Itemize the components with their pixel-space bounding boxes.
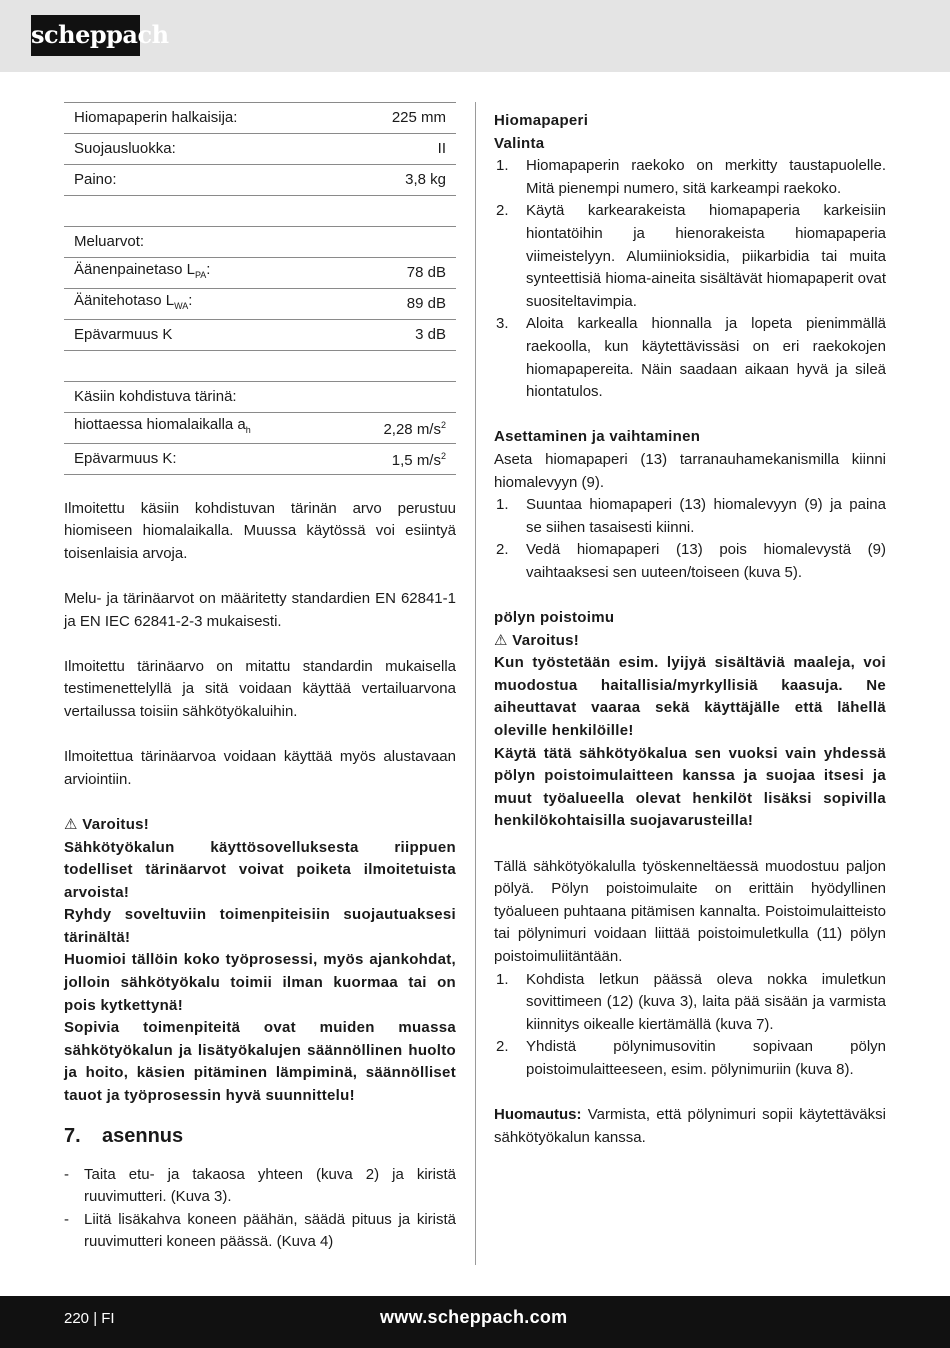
column-divider <box>475 102 476 1265</box>
table-row <box>64 289 456 320</box>
selection-list <box>494 155 886 404</box>
table-row <box>64 413 456 444</box>
website-url: www.scheppach.com <box>380 1307 568 1327</box>
spec-label <box>64 351 340 382</box>
list-item: 2. Käytä karkearakeista hiomapaperia karkeisiin hiontatöihin ja hienorakeista hiomapaperia viimeistelyyn. Alumiinioksidia, piikarbidia tai muita synteettisiä hioma-aineita sisältävät hiomapaperit ovat suositeltavimpia. <box>496 202 886 310</box>
warning-icon: ⚠ <box>64 815 78 833</box>
spec-label: Meluarvot: <box>64 227 340 258</box>
table-row <box>64 258 456 289</box>
brand-logo: scheppach <box>31 15 140 56</box>
spec-value: II <box>340 134 456 165</box>
spec-label: Epävarmuus K: <box>64 444 340 475</box>
spec-value: 3 dB <box>340 320 456 351</box>
paragraph: Ilmoitettu käsiin kohdistuvan tärinän arvo perustuu hiomiseen hiomalaikalla. Muussa käytössä voi esiintyä toisenlaisia arvoja. <box>64 499 456 562</box>
table-row <box>64 196 456 227</box>
list-item: 1. Kohdista letkun päässä oleva nokka imuletkun sovittimeen (12) (kuva 3), laita pää sisään ja varmista kiinnitys oikealle kiertämällä (kuva 7). <box>496 970 886 1033</box>
table-row <box>64 165 456 196</box>
subsection-heading: Asettaminen ja vaihtaminen <box>494 428 701 446</box>
warning-text: Ryhdy soveltuviin toimenpiteisiin suojautuaksesi tärinältä! <box>64 906 456 946</box>
spec-value: 3,8 kg <box>340 165 456 196</box>
paragraph: Tällä sähkötyökalulla työskenneltäessä muodostuu paljon pölyä. Pölyn poistoimulaite on erittäin hyödyllinen työalueen puhtaana pitämisen kannalta. Poistoimulaitteisto tai pölynimuri voidaan liittää poistoimuletkulla (11) pölyn poistoimuliitäntään. <box>494 857 886 965</box>
warning-icon: ⚠ <box>494 631 508 649</box>
spec-label: hiottaessa hiomalaikalla $a_h$ <box>64 413 340 444</box>
spec-label: Käsiin kohdistuva tärinä: <box>64 382 340 413</box>
list-item: 1. Hiomapaperin raekoko on merkitty taustapuolelle. Mitä pienempi numero, sitä karkeampi raekoko. <box>496 157 886 197</box>
list-item: 2. Yhdistä pölynimusovitin sopivaan pölyn poistoimulaitteeseen, esim. pölynimuriin (kuva 8). <box>496 1038 886 1078</box>
list-item: 2. Vedä hiomapaperi (13) pois hiomalevystä (9) vaihtaaksesi sen uuteen/toiseen (kuva 5). <box>496 541 886 581</box>
section-number: 7. <box>64 1124 81 1147</box>
left-column <box>64 102 456 1254</box>
page-number: 220 | FI <box>64 1310 115 1327</box>
spec-value: 89 dB <box>340 289 456 320</box>
header-band <box>0 0 950 72</box>
note-label: Huomautus: <box>494 1106 582 1124</box>
warning-text: Sopivia toimenpiteitä ovat muiden muassa sähkötyökalun ja lisätyökalujen säännöllinen huolto ja hoito, käsien pitäminen lämpiminä, säännölliset tauot ja työprosessin hyvä suunnittelu! <box>64 1019 456 1105</box>
note-paragraph: Huomautus: Varmista, että pölynimuri sopii käytettäväksi sähkötyökalun kanssa. <box>494 1106 886 1146</box>
list-item: 3. Aloita karkealla hionnalla ja lopeta pienimmällä raekoolla, kun käytettävissäsi on eri raekokojen hiomapapereita. Näin saadaan aikaan hyvä ja sileä hiontatulos. <box>496 315 886 401</box>
spec-label: Hiomapaperin halkaisija: <box>64 103 340 134</box>
table-row <box>64 320 456 351</box>
warning-text: Huomioi tällöin koko työprosessi, myös ajankohdat, jolloin sähkötyökalu toimii ilman kuormaa tai on pois kytkettynä! <box>64 951 456 1014</box>
warning-heading: ⚠ Varoitus! <box>64 815 150 833</box>
warning-text: Kun työstetään esim. lyijyä sisältäviä maaleja, voi muodostua haitallisia/myrkyllisiä kaasuja. Ne aiheuttavat vaaraa sekä käyttäjälle että lähellä oleville henkilöille! <box>494 654 886 740</box>
spec-value: 78 dB <box>340 258 456 289</box>
subsection-heading: Hiomapaperi <box>494 112 589 129</box>
spec-value <box>340 196 456 227</box>
table-row <box>64 227 456 258</box>
spec-label: Äänitehotaso $L_{WA}$: <box>64 289 340 320</box>
warning-heading: ⚠ Varoitus! <box>494 631 580 649</box>
table-row <box>64 134 456 165</box>
paragraph: Melu- ja tärinäarvot on määritetty standardien EN 62841-1 ja EN IEC 62841-2-3 mukaisesti. <box>64 589 456 630</box>
footer-band <box>0 1296 950 1348</box>
paragraph: Ilmoitettua tärinäarvoa voidaan käyttää myös alustavaan arviointiin. <box>64 748 456 788</box>
section-title: asennus <box>102 1124 184 1147</box>
subsection-heading: Valinta <box>494 134 545 152</box>
spec-label: Paino: <box>64 165 340 196</box>
section-heading <box>64 1122 456 1150</box>
table-row <box>64 351 456 382</box>
table-row <box>64 103 456 134</box>
spec-label: Epävarmuus K <box>64 320 340 351</box>
spec-label: Äänenpainetaso $L_{PA}$: <box>64 258 340 289</box>
spec-value <box>340 227 456 258</box>
dust-list <box>494 969 886 1082</box>
spec-label <box>64 196 340 227</box>
list-item: - Taita etu- ja takaosa yhteen (kuva 2) ja kiristä ruuvimutteri. (Kuva 3). <box>64 1164 456 1209</box>
warning-text: Käytä tätä sähkötyökalua sen vuoksi vain yhdessä pölyn poistoimulaitteen kanssa ja suojaa itsesi ja muut työalueella olevat henkilöt lisäksi sopivilla henkilökohtaisilla suojavarusteilla! <box>494 744 886 830</box>
assembly-list <box>64 1164 456 1254</box>
spec-value: 225 mm <box>340 103 456 134</box>
spec-table <box>64 102 456 475</box>
table-row <box>64 382 456 413</box>
spec-label: Suojausluokka: <box>64 134 340 165</box>
spec-value <box>340 382 456 413</box>
spec-value: 1,5 $m/s^2$ <box>340 444 456 475</box>
list-item: 1. Suuntaa hiomapaperi (13) hiomalevyyn (9) ja paina se siihen tasaisesti kiinni. <box>496 496 886 536</box>
paragraph: Ilmoitettu tärinäarvo on mitattu standardin mukaisella testimenettelyllä ja sitä voidaan käyttää vertailuarvona vertailussa toisiin sähkötyökaluihin. <box>64 657 456 720</box>
spec-value <box>340 351 456 382</box>
subsection-heading: pölyn poistoimu <box>494 609 615 627</box>
right-column <box>494 110 886 1149</box>
paragraph: Aseta hiomapaperi (13) tarranauhamekanismilla kiinni hiomalevyyn (9). <box>494 450 886 491</box>
table-row <box>64 444 456 475</box>
mounting-list <box>494 494 886 584</box>
spec-value: 2,28 $m/s^2$ <box>340 413 456 444</box>
list-item: - Liitä lisäkahva koneen päähän, säädä pituus ja kiristä ruuvimutteri koneen päässä. (Kuva 4) <box>64 1209 456 1254</box>
warning-text: Sähkötyökalun käyttösovelluksesta riippuen todelliset tärinäarvot voivat poiketa ilmoitetuista arvoista! <box>64 838 456 901</box>
